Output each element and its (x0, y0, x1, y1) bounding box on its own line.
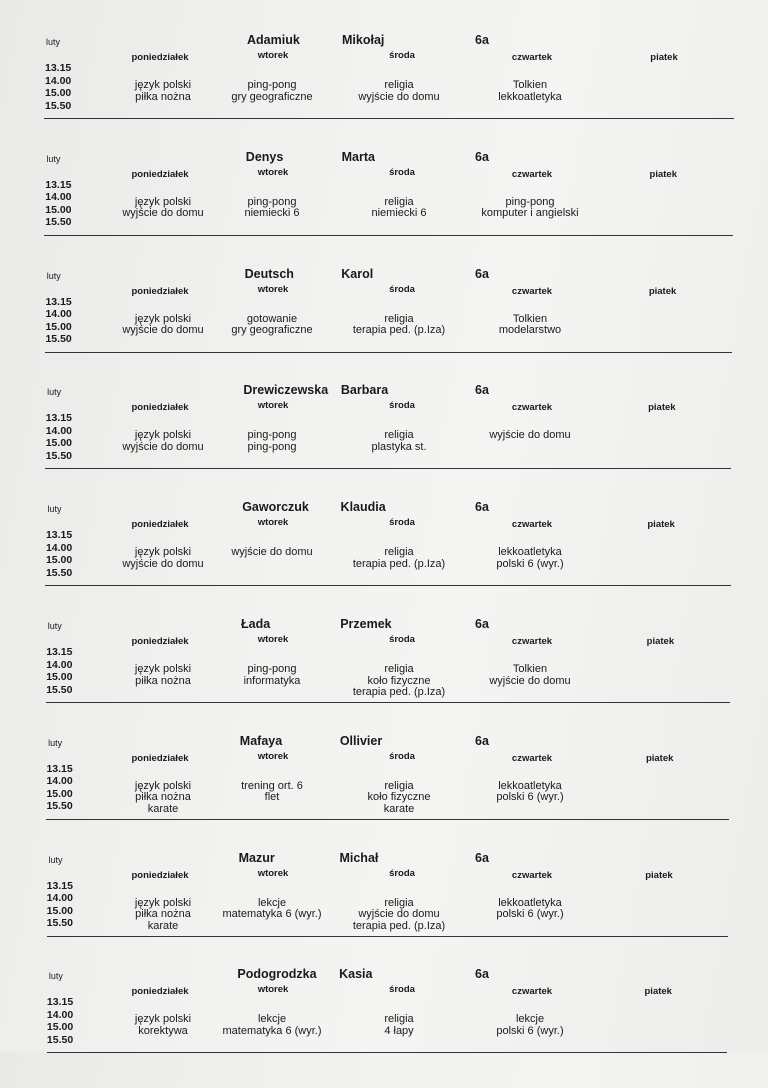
time-slot: 15.50 (45, 566, 73, 579)
day-poniedzialek: poniedziałek (131, 636, 189, 647)
student-firstname: Przemek (340, 617, 392, 631)
activity-poniedzialek: piłka nożna (135, 674, 191, 687)
class-label: 6a (475, 33, 489, 47)
day-piatek: piatek (648, 285, 677, 297)
activity-sroda: wyjście do domu (358, 90, 440, 103)
separator-line (44, 118, 734, 119)
activity-poniedzialek: wyjście do domu (122, 440, 204, 453)
student-surname: Deutsch (244, 266, 294, 281)
time-slot: 15.00 (45, 320, 72, 333)
time-slot: 13.15 (46, 996, 74, 1009)
time-slot: 13.15 (45, 529, 73, 542)
time-slot: 15.00 (45, 203, 72, 216)
student-surname: Gaworczuk (242, 500, 309, 515)
month-label: luty (46, 153, 61, 164)
activity-poniedzialek: karate (147, 802, 179, 815)
separator-line (45, 468, 731, 469)
day-wtorek: wtorek (257, 634, 289, 645)
activity-poniedzialek: język polski (134, 312, 192, 325)
day-wtorek: wtorek (257, 400, 289, 412)
activity-sroda: religia (384, 1013, 414, 1026)
activity-sroda: karate (383, 802, 415, 815)
class-label: 6a (475, 500, 489, 515)
activity-czwartek: lekcje (515, 1013, 545, 1026)
student-surname: Mafaya (239, 733, 283, 748)
student-firstname: Barbara (340, 383, 389, 398)
activity-poniedzialek: karate (147, 919, 179, 932)
student-firstname: Mikołaj (342, 33, 385, 47)
activity-czwartek: ping-pong (505, 195, 555, 208)
class-label: 6a (475, 266, 489, 281)
activity-sroda: religia (384, 546, 414, 559)
student-schedule (0, 33, 768, 154)
student-firstname: Michał (339, 850, 379, 865)
day-sroda: środa (389, 400, 415, 412)
time-slot: 14.00 (46, 1008, 74, 1021)
day-wtorek: wtorek (257, 50, 289, 61)
time-slot: 15.00 (46, 671, 73, 683)
month-label: luty (47, 504, 62, 515)
time-slot: 14.00 (45, 308, 72, 321)
activity-sroda: religia (384, 663, 414, 675)
day-czwartek: czwartek (511, 402, 553, 414)
time-slot: 13.15 (46, 879, 73, 892)
student-surname: Drewiczewska (243, 383, 329, 398)
day-poniedzialek: poniedziałek (131, 402, 189, 414)
activity-czwartek: polski 6 (wyr.) (496, 557, 564, 570)
month-label: luty (46, 37, 61, 47)
time-slot: 15.00 (45, 87, 72, 99)
time-slot: 13.15 (45, 178, 72, 191)
day-czwartek: czwartek (511, 168, 553, 180)
activity-wtorek: gry geograficzne (231, 90, 313, 103)
activity-czwartek: Tolkien (512, 312, 548, 325)
time-slot: 13.15 (45, 62, 72, 74)
activity-wtorek: ping-pong (247, 429, 297, 442)
class-label: 6a (475, 149, 489, 164)
month-label: luty (48, 971, 63, 982)
activity-czwartek: polski 6 (wyr.) (496, 791, 564, 804)
day-wtorek: wtorek (257, 750, 289, 762)
day-poniedzialek: poniedziałek (131, 168, 189, 180)
day-poniedzialek: poniedziałek (131, 285, 189, 297)
separator-line (46, 702, 730, 703)
activity-sroda: terapia ped. (p.Iza) (352, 324, 446, 337)
separator-line (45, 352, 733, 353)
student-schedule (0, 266, 768, 388)
activity-poniedzialek: piłka nożna (135, 908, 191, 921)
activity-wtorek: gotowanie (246, 312, 298, 325)
time-slot: 13.15 (45, 295, 72, 308)
time-slot: 15.50 (45, 449, 72, 462)
time-slot: 15.50 (46, 800, 73, 813)
day-wtorek: wtorek (257, 867, 289, 879)
day-sroda: środa (389, 517, 415, 529)
activity-wtorek: lekcje (257, 896, 287, 909)
time-slot: 13.15 (46, 762, 73, 775)
student-surname: Podogrodzka (237, 967, 317, 982)
activity-sroda: terapia ped. (p.Iza) (352, 557, 446, 570)
time-slot: 15.50 (45, 333, 72, 346)
day-piatek: piatek (645, 752, 674, 764)
activity-sroda: religia (384, 79, 414, 91)
time-slot: 15.50 (46, 683, 73, 696)
day-sroda: środa (389, 867, 415, 879)
time-slot: 15.50 (46, 917, 73, 930)
day-sroda: środa (389, 984, 415, 996)
time-slot: 14.00 (46, 658, 73, 671)
time-slot: 14.00 (45, 424, 72, 437)
day-sroda: środa (389, 634, 415, 645)
activity-poniedzialek: wyjście do domu (122, 557, 204, 570)
student-firstname: Kasia (339, 967, 373, 982)
day-piatek: piatek (646, 636, 675, 647)
separator-line (44, 235, 733, 236)
activity-wtorek: lekcje (257, 1013, 287, 1026)
month-label: luty (48, 854, 63, 865)
class-label: 6a (475, 850, 489, 865)
separator-line (45, 585, 730, 586)
day-sroda: środa (389, 283, 415, 295)
day-piatek: piatek (645, 869, 673, 881)
student-schedule (0, 967, 768, 1088)
activity-poniedzialek: wyjście do domu (122, 324, 204, 337)
activity-czwartek: polski 6 (wyr.) (496, 1024, 564, 1037)
month-label: luty (48, 737, 63, 748)
day-poniedzialek: poniedziałek (131, 752, 189, 764)
activity-czwartek: lekkoatletyka (498, 896, 562, 909)
activity-czwartek: Tolkien (512, 663, 548, 675)
class-label: 6a (475, 733, 489, 748)
activity-poniedzialek: piłka nożna (135, 791, 191, 804)
activity-sroda: koło fizyczne (367, 791, 431, 804)
activity-sroda: 4 łapy (384, 1024, 414, 1037)
activity-wtorek: informatyka (243, 674, 301, 687)
activity-czwartek: wyjście do domu (489, 674, 571, 687)
time-slot: 14.00 (45, 541, 73, 554)
day-sroda: środa (389, 50, 415, 61)
day-poniedzialek: poniedziałek (131, 986, 189, 998)
activity-wtorek: wyjście do domu (231, 546, 313, 559)
activity-wtorek: gry geograficzne (231, 324, 313, 337)
activity-wtorek: ping-pong (247, 440, 297, 453)
day-czwartek: czwartek (511, 752, 553, 764)
day-piatek: piatek (644, 986, 672, 998)
month-label: luty (47, 621, 62, 631)
day-czwartek: czwartek (511, 986, 553, 998)
activity-poniedzialek: język polski (134, 429, 192, 442)
activity-sroda: religia (384, 896, 414, 909)
activity-sroda: religia (384, 429, 414, 442)
day-poniedzialek: poniedziałek (131, 869, 189, 881)
activity-poniedzialek: korektywa (138, 1024, 188, 1037)
day-wtorek: wtorek (257, 166, 289, 178)
activity-sroda: wyjście do domu (358, 908, 440, 921)
student-schedule (0, 733, 768, 855)
class-label: 6a (475, 967, 489, 982)
time-slot: 14.00 (45, 191, 72, 204)
activity-poniedzialek: język polski (134, 546, 192, 559)
class-label: 6a (475, 617, 489, 631)
activity-wtorek: matematyka 6 (wyr.) (222, 1024, 322, 1037)
activity-wtorek: niemiecki 6 (244, 207, 300, 220)
activity-sroda: niemiecki 6 (371, 207, 427, 220)
day-czwartek: czwartek (511, 636, 553, 647)
student-schedule (0, 500, 768, 621)
activity-wtorek: flet (264, 791, 280, 804)
time-slot: 15.00 (46, 787, 73, 800)
activity-sroda: terapia ped. (p.Iza) (352, 919, 446, 932)
activity-wtorek: ping-pong (247, 79, 297, 91)
time-slot: 13.15 (46, 646, 73, 658)
time-slot: 15.50 (45, 216, 72, 229)
day-poniedzialek: poniedziałek (131, 52, 189, 63)
activity-sroda: plastyka st. (371, 440, 427, 453)
student-firstname: Marta (341, 149, 375, 164)
time-slot: 15.00 (46, 904, 73, 917)
day-wtorek: wtorek (257, 283, 289, 295)
day-czwartek: czwartek (511, 869, 553, 881)
activity-czwartek: wyjście do domu (489, 429, 571, 442)
student-firstname: Karol (341, 266, 374, 281)
day-sroda: środa (389, 750, 415, 762)
activity-sroda: religia (384, 779, 414, 792)
time-slot: 15.00 (45, 437, 72, 450)
day-czwartek: czwartek (511, 519, 553, 531)
month-label: luty (47, 387, 62, 398)
activity-poniedzialek: język polski (134, 779, 192, 792)
day-czwartek: czwartek (511, 285, 553, 297)
activity-czwartek: polski 6 (wyr.) (496, 908, 564, 921)
time-slot: 15.00 (46, 1021, 74, 1034)
activity-wtorek: matematyka 6 (wyr.) (222, 908, 322, 921)
activity-wtorek: trening ort. 6 (241, 779, 303, 792)
student-surname: Adamiuk (247, 33, 300, 47)
month-label: luty (46, 270, 61, 281)
activity-poniedzialek: piłka nożna (135, 90, 191, 103)
time-slot: 15.50 (46, 1033, 74, 1046)
student-surname: Denys (245, 149, 284, 164)
student-schedule (0, 149, 768, 271)
time-slot: 15.50 (45, 99, 72, 112)
separator-line (46, 819, 729, 820)
day-piatek: piatek (648, 402, 676, 414)
activity-sroda: religia (384, 195, 414, 208)
activity-poniedzialek: wyjście do domu (122, 207, 204, 220)
student-surname: Łada (241, 617, 271, 631)
separator-line (47, 936, 729, 937)
student-surname: Mazur (238, 850, 275, 865)
activity-wtorek: ping-pong (247, 195, 297, 208)
activity-czwartek: lekkoatletyka (498, 779, 562, 792)
activity-wtorek: ping-pong (247, 663, 297, 675)
time-slot: 14.00 (46, 775, 73, 788)
time-slot: 15.00 (45, 554, 73, 567)
student-schedule (0, 850, 768, 972)
time-slot: 14.00 (46, 892, 73, 905)
student-firstname: Ollivier (339, 733, 383, 748)
activity-czwartek: komputer i angielski (481, 207, 579, 220)
student-schedule (0, 383, 768, 504)
activity-poniedzialek: język polski (134, 896, 192, 909)
activity-poniedzialek: język polski (134, 79, 192, 91)
day-wtorek: wtorek (257, 984, 289, 996)
activity-poniedzialek: język polski (134, 1013, 192, 1026)
activity-czwartek: lekkoatletyka (498, 546, 562, 559)
activity-poniedzialek: język polski (134, 663, 192, 675)
class-label: 6a (475, 383, 489, 398)
day-wtorek: wtorek (257, 517, 289, 529)
day-czwartek: czwartek (511, 52, 553, 63)
day-sroda: środa (389, 166, 415, 178)
activity-sroda: terapia ped. (p.Iza) (352, 686, 446, 698)
day-piatek: piatek (650, 52, 678, 63)
student-schedule (0, 617, 768, 738)
day-piatek: piatek (647, 519, 675, 531)
day-piatek: piatek (649, 168, 677, 180)
day-poniedzialek: poniedziałek (131, 519, 189, 531)
time-slot: 13.15 (45, 412, 72, 425)
activity-czwartek: lekkoatletyka (498, 90, 562, 103)
activity-sroda: koło fizyczne (367, 674, 431, 687)
activity-sroda: religia (384, 312, 414, 325)
time-slot: 14.00 (45, 74, 72, 87)
separator-line (47, 1052, 727, 1053)
activity-poniedzialek: język polski (134, 195, 192, 208)
activity-czwartek: Tolkien (512, 79, 548, 91)
activity-czwartek: modelarstwo (498, 324, 562, 337)
student-firstname: Klaudia (340, 500, 386, 515)
